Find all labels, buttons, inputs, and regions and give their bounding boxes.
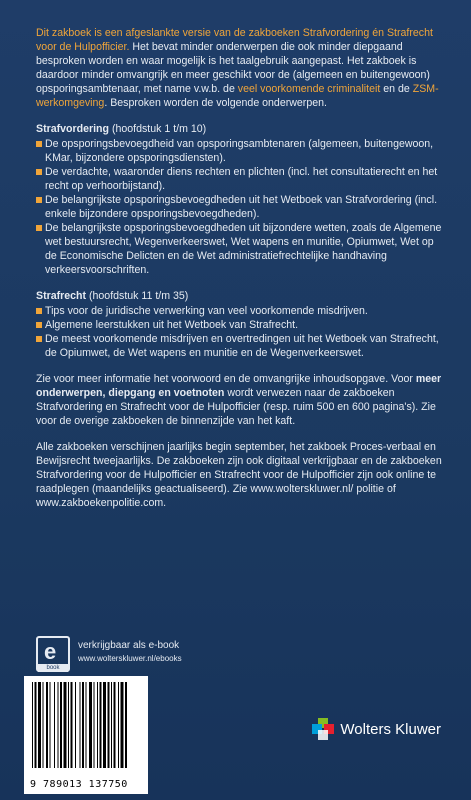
publication-paragraph: Alle zakboeken verschijnen jaarlijks begin september, het zakboek Proces-verbaal en Bewijsrecht tweejaarlijks. De zakboeken zijn ook digitaal verkrijgbaar en de zakboeken Strafvordering voor de Hulpofficier en Strafrecht voor de Hulpofficier zijn ook online te raadplegen (maandelijks geactualiseerd). Zie www.wolterskluwer.nl/ politie of www.zakboekenpolitie.com. bbox=[36, 441, 442, 509]
ebook-badge bbox=[36, 636, 182, 672]
publisher-name: Wolters Kluwer bbox=[340, 720, 441, 738]
wolters-kluwer-logo-icon bbox=[312, 718, 334, 740]
barcode-bars bbox=[32, 682, 140, 770]
intro-orange-text: Dit zakboek is een afgeslankte versie van de zakboeken Strafvordering én Strafrecht voor de Hulpofficier. bbox=[36, 27, 433, 53]
intro-text-3: . Besproken worden de volgende onderwerpen. bbox=[104, 97, 327, 109]
section-title-strafvordering: Strafvordering (hoofdstuk 1 t/m 10) bbox=[36, 123, 207, 135]
cover-text bbox=[36, 26, 448, 522]
isbn-barcode bbox=[24, 676, 148, 794]
intro-highlight-1: veel voorkomende criminaliteit bbox=[237, 83, 381, 95]
strafvordering-list bbox=[36, 137, 448, 277]
ebook-url: www.wolterskluwer.nl/ebooks bbox=[78, 654, 182, 663]
intro-highlight-2: ZSM-werkomgeving bbox=[36, 83, 439, 109]
list-item: Algemene leerstukken uit het Wetboek van Strafrecht. bbox=[36, 318, 448, 332]
intro-paragraph bbox=[36, 26, 448, 110]
list-item: De belangrijkste opsporingsbevoegdheden uit bijzondere wetten, zoals de Algemene wet bestuursrecht, Wegenverkeerswet, Wet wapens en munitie, Opiumwet, Wet op de Economische Delicten en de Wet administratiefrechtelijke handhaving verkeersvoorschriften. bbox=[36, 221, 448, 277]
list-item: De meest voorkomende misdrijven en overtredingen uit het Wetboek van Strafrecht, de Opiumwet, de Wet wapens en munitie en de Wegenverkeerswet. bbox=[36, 332, 448, 360]
list-item: De opsporingsbevoegdheid van opsporingsambtenaren (algemeen, buitengewoon, KMar, bijzondere opsporingsdiensten). bbox=[36, 137, 448, 165]
ebook-line1: verkrijgbaar als e-book bbox=[78, 640, 180, 651]
publisher-logo bbox=[312, 718, 441, 740]
list-item: De belangrijkste opsporingsbevoegdheden uit het Wetboek van Strafvordering (incl. enkele bijzondere opsporingsbevoegdheden). bbox=[36, 193, 448, 221]
intro-text-2: en de bbox=[383, 83, 410, 95]
list-item: Tips voor de juridische verwerking van veel voorkomende misdrijven. bbox=[36, 304, 448, 318]
barcode-number: 9 789013 137750 bbox=[30, 779, 128, 790]
list-item: De verdachte, waaronder diens rechten en plichten (incl. het consultatierecht en het recht op verhoorbijstand). bbox=[36, 165, 448, 193]
info-paragraph: Zie voor meer informatie het voorwoord en de omvangrijke inhoudsopgave. Voor meer onderwerpen, diepgang en voetnoten wordt verwezen naar de zakboeken Strafvordering en Strafrecht voor de Hulpofficier (resp. ruim 500 en 600 pagina's). Zie voor de overige zakboeken de binnenzijde van het kaft. bbox=[36, 373, 442, 427]
section-title-strafrecht: Strafrecht (hoofdstuk 11 t/m 35) bbox=[36, 290, 189, 302]
info-bold-text: meer onderwerpen, diepgang en voetnoten bbox=[36, 373, 442, 399]
intro-text-1: Het bevat minder onderwerpen die ook minder diepgaand besproken worden en waar mogelijk is het taalgebruik aangepast. Het zakboek is daardoor minder omvangrijk en meer geschikt voor de (algemeen en buitengewoon) opsporingsambtenaar, met name v.w.b. de bbox=[36, 41, 430, 95]
ebook-text bbox=[78, 639, 182, 665]
ebook-icon: e book bbox=[36, 636, 70, 672]
strafrecht-list bbox=[36, 304, 448, 360]
